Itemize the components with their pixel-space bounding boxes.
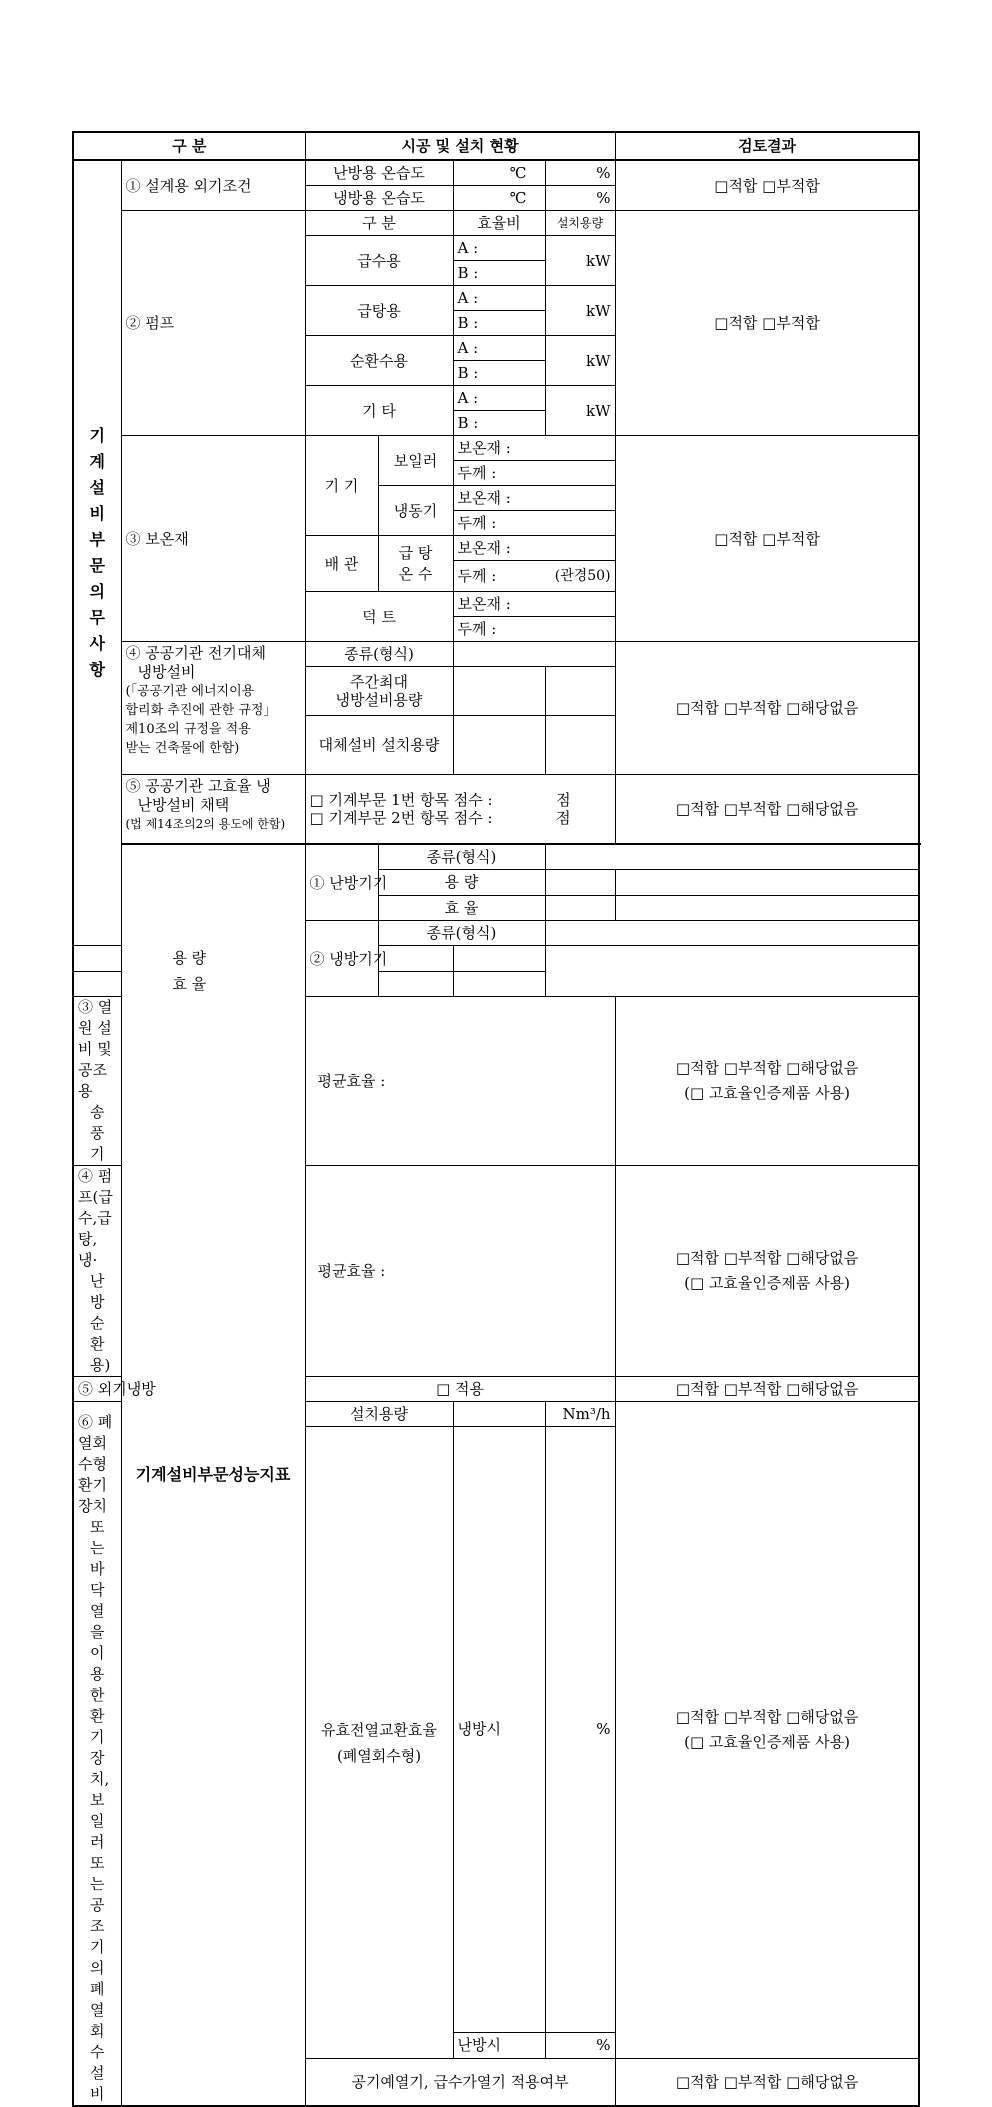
perf5-result: □적합 □부적합 □해당없음: [615, 1377, 919, 1402]
perf2-type: 종류(형식): [378, 921, 545, 946]
inspection-form-table: [72, 131, 920, 2107]
item5-result: □적합 □부적합 □해당없음: [615, 775, 919, 845]
item2-row-supply: 급수용: [305, 236, 453, 286]
item1-heating-unit-pct: %: [545, 160, 615, 186]
perf4-result-1: □적합 □부적합 □해당없음: [675, 1249, 859, 1267]
item3-piping: 배 관: [305, 536, 378, 592]
item3-chiller-thickness: 두께 :: [453, 511, 615, 536]
perf2-capacity: 용 량: [73, 946, 305, 971]
item3-pipe-thickness: 두께 :: [457, 567, 497, 585]
item4-label-1: ④ 공공기관 전기대체: [125, 644, 266, 662]
item3-hotwater-line2: 온 수: [398, 564, 433, 583]
perf6-eff-1: 유효전열교환효율: [321, 1720, 437, 1739]
header-result: 검토결과: [615, 132, 919, 160]
item4-type: 종류(형식): [305, 642, 453, 667]
perf1-efficiency-b: [615, 895, 919, 920]
item1-cooling-unit-c: ℃: [453, 186, 545, 211]
item2-supply-a: A :: [453, 236, 545, 261]
item2-other-kw: kW: [545, 386, 615, 436]
perf6-cooling: 냉방시: [453, 1427, 545, 2033]
item4-label-cell: [121, 642, 305, 775]
item2-hotwater-kw: kW: [545, 286, 615, 336]
item1-heating-unit-c: ℃: [453, 160, 545, 186]
item2-header-row: [73, 211, 919, 236]
perf5-apply: □ 적용: [305, 1377, 615, 1402]
item4-type-value: [453, 642, 615, 667]
item2-label: ② 펌프: [121, 211, 305, 436]
item5-score1-line: [310, 791, 611, 809]
item3-label: ③ 보온재: [121, 436, 305, 642]
item3-row-boiler-insul: [73, 436, 919, 461]
perf6-eff-2: (폐열회수형): [336, 1746, 422, 1765]
item4-peak-value-a: [453, 667, 545, 716]
item4-note-1: (「공공기관 에너지이용: [125, 684, 255, 699]
perf1-efficiency: 효 율: [378, 895, 545, 920]
item1-label: ① 설계용 외기조건: [121, 160, 305, 211]
item3-pipe-thickness-cell: [453, 561, 615, 592]
perf6-label-3: 한 환기장치, 보일러: [90, 1686, 110, 1851]
item5-note: (법 제14조의2의 용도에 한함): [125, 817, 286, 831]
perf2-capacity-a: [378, 946, 453, 971]
perf5-label: ⑤ 외기냉방: [73, 1377, 121, 1402]
item3-boiler-thickness: 두께 :: [453, 461, 615, 486]
item3-boiler: 보일러: [378, 436, 453, 486]
perf6-unit-flow: Nm³/h: [545, 1402, 615, 1427]
item5-label-1: ⑤ 공공기관 고효율 냉: [125, 777, 271, 795]
item2-circulation-b: B :: [453, 361, 545, 386]
perf4-avg-eff: 평균효율 :: [305, 1166, 615, 1377]
item5-score2-line: [310, 809, 611, 827]
perf3-label-2: 송풍기: [90, 1103, 105, 1163]
item2-other-b: B :: [453, 411, 545, 436]
item2-col-category: 구 분: [305, 211, 453, 236]
item5-label-cell: [121, 775, 305, 845]
perf1-capacity-a: [545, 870, 615, 895]
item2-result: □적합 □부적합: [615, 211, 919, 436]
item2-other-a: A :: [453, 386, 545, 411]
item2-row-other: 기 타: [305, 386, 453, 436]
item1-cooling-unit-pct: %: [545, 186, 615, 211]
item5-score2-unit: 점: [556, 809, 571, 827]
item2-row-hotwater: 급탕용: [305, 286, 453, 336]
perf4-label-2: 난방 순환용): [90, 1272, 111, 1374]
item3-hotwater-line1: 급 탕: [398, 543, 433, 562]
perf6-label-2: 또는 바닥열을 이용: [90, 1518, 105, 1683]
item3-chiller-insulation: 보온재 :: [453, 486, 615, 511]
perf6-cooling-unit: %: [545, 1427, 615, 2033]
item4-row-type: [73, 642, 919, 667]
perf6-label-1: ⑥ 폐열회수형환기장치: [78, 1413, 113, 1515]
item3-pipe-note: (관경50): [554, 568, 611, 584]
item5-score1: □ 기계부문 1번 항목 점수 :: [309, 791, 493, 809]
perf6-result: [615, 1402, 919, 2059]
item1-cooling-temp: 냉방용 온습도: [305, 186, 453, 211]
perf2-type-value: [545, 921, 919, 946]
perf2-efficiency-a: [378, 971, 453, 996]
perf3-result-1: □적합 □부적합 □해당없음: [675, 1059, 859, 1077]
perf1-type: 종류(형식): [378, 844, 545, 870]
item3-duct-thickness: 두께 :: [453, 617, 615, 642]
item2-supply-b: B :: [453, 261, 545, 286]
perf4-label-cell: [73, 1166, 121, 1377]
perf1-type-value: [545, 844, 919, 870]
perf4-result-2: (□ 고효율인증제품 사용): [684, 1274, 850, 1292]
perf3-label-1: ③ 열원 설비 및 공조용: [78, 998, 113, 1100]
perf1-capacity-b: [615, 870, 919, 895]
item2-hotwater-b: B :: [453, 311, 545, 336]
perf6-result-preheat: □적합 □부적합 □해당없음: [615, 2059, 919, 2107]
item3-duct: 덕 트: [305, 592, 453, 642]
perf1-capacity: 용 량: [378, 870, 545, 895]
item4-alt-value-a: [453, 716, 545, 775]
perf1-efficiency-a: [545, 895, 615, 920]
item3-duct-insulation: 보온재 :: [453, 592, 615, 617]
item4-result: □적합 □부적합 □해당없음: [615, 642, 919, 775]
perf2-row-efficiency: [73, 971, 919, 996]
item3-boiler-insulation: 보온재 :: [453, 436, 615, 461]
section-performance: 기계설비부문성능지표: [121, 844, 305, 2106]
item1-result: □적합 □부적합: [615, 160, 919, 211]
item4-note-3: 제10조의 규정을 적용: [125, 722, 251, 737]
item2-supply-kw: kW: [545, 236, 615, 286]
item2-circulation-kw: kW: [545, 336, 615, 386]
item4-peak-2: 냉방설비용량: [335, 691, 423, 709]
perf6-heating-unit: %: [545, 2032, 615, 2059]
perf6-label-5: 수설비: [90, 2043, 105, 2103]
perf6-preheat: 공기예열기, 급수가열기 적용여부: [305, 2059, 615, 2107]
item2-circulation-a: A :: [453, 336, 545, 361]
item3-pipe-insulation: 보온재 :: [453, 536, 615, 561]
item3-equipment: 기 기: [305, 436, 378, 536]
perf6-result-1: □적합 □부적합 □해당없음: [675, 1708, 859, 1726]
perf2-efficiency-b: [453, 971, 545, 996]
perf6-result-2: (□ 고효율인증제품 사용): [684, 1733, 850, 1751]
perf4-label-1: ④ 펌프(급수,급탕, 냉·: [78, 1167, 113, 1269]
perf3-result: [615, 997, 919, 1166]
item3-chiller: 냉동기: [378, 486, 453, 536]
item5-score2: □ 기계부문 2번 항목 점수 :: [309, 809, 493, 827]
section-mandatory: 기계설비부문의무사항: [73, 160, 121, 946]
item5-row: [73, 775, 919, 845]
perf1-row-type: [73, 844, 919, 870]
item4-peak-value-b: [545, 667, 615, 716]
perf6-heating: 난방시: [453, 2032, 545, 2059]
perf6-capacity: 설치용량: [305, 1402, 453, 1427]
perf1-label: ① 난방기기: [305, 844, 378, 921]
item5-scores: [305, 775, 615, 845]
item4-alt-value-b: [545, 716, 615, 775]
perf3-label-cell: [73, 997, 121, 1166]
perf3-result-2: (□ 고효율인증제품 사용): [684, 1084, 850, 1102]
item5-score1-unit: 점: [556, 791, 571, 809]
item2-row-circulation: 순환수용: [305, 336, 453, 386]
item4-alt-capacity: 대체설비 설치용량: [305, 716, 453, 775]
item4-note-2: 합리화 추진에 관한 규정」: [125, 703, 277, 718]
perf6-capacity-value: [453, 1402, 545, 1427]
header-row: [73, 132, 919, 160]
header-status: 시공 및 설치 현황: [305, 132, 615, 160]
item3-hotwater: [378, 536, 453, 592]
perf6-label-cell: [73, 1402, 121, 2107]
perf6-eff: [305, 1427, 453, 2059]
header-category: 구 분: [73, 132, 305, 160]
perf2-row-capacity: [73, 946, 919, 971]
item4-note-4: 받는 건축물에 한함): [125, 741, 240, 756]
perf2-label: ② 냉방기기: [305, 921, 378, 997]
item1-heating-temp: 난방용 온습도: [305, 160, 453, 186]
item4-peak: [305, 667, 453, 716]
item2-hotwater-a: A :: [453, 286, 545, 311]
item2-col-capacity: 설치용량: [545, 211, 615, 236]
item4-peak-1: 주간최대: [350, 673, 408, 691]
item1-row-heating: [73, 160, 919, 186]
perf2-capacity-b: [453, 946, 545, 971]
perf2-efficiency: 효 율: [73, 971, 305, 996]
perf3-avg-eff: 평균효율 :: [305, 997, 615, 1166]
perf6-label-4: 또는 공조기의 폐열회: [90, 1854, 105, 2040]
item4-label-2: 냉방설비: [137, 663, 196, 681]
perf4-result: [615, 1166, 919, 1377]
item2-col-efficiency: 효율비: [453, 211, 545, 236]
item3-result: □적합 □부적합: [615, 436, 919, 642]
item5-label-2: 난방설비 채택: [137, 796, 230, 814]
